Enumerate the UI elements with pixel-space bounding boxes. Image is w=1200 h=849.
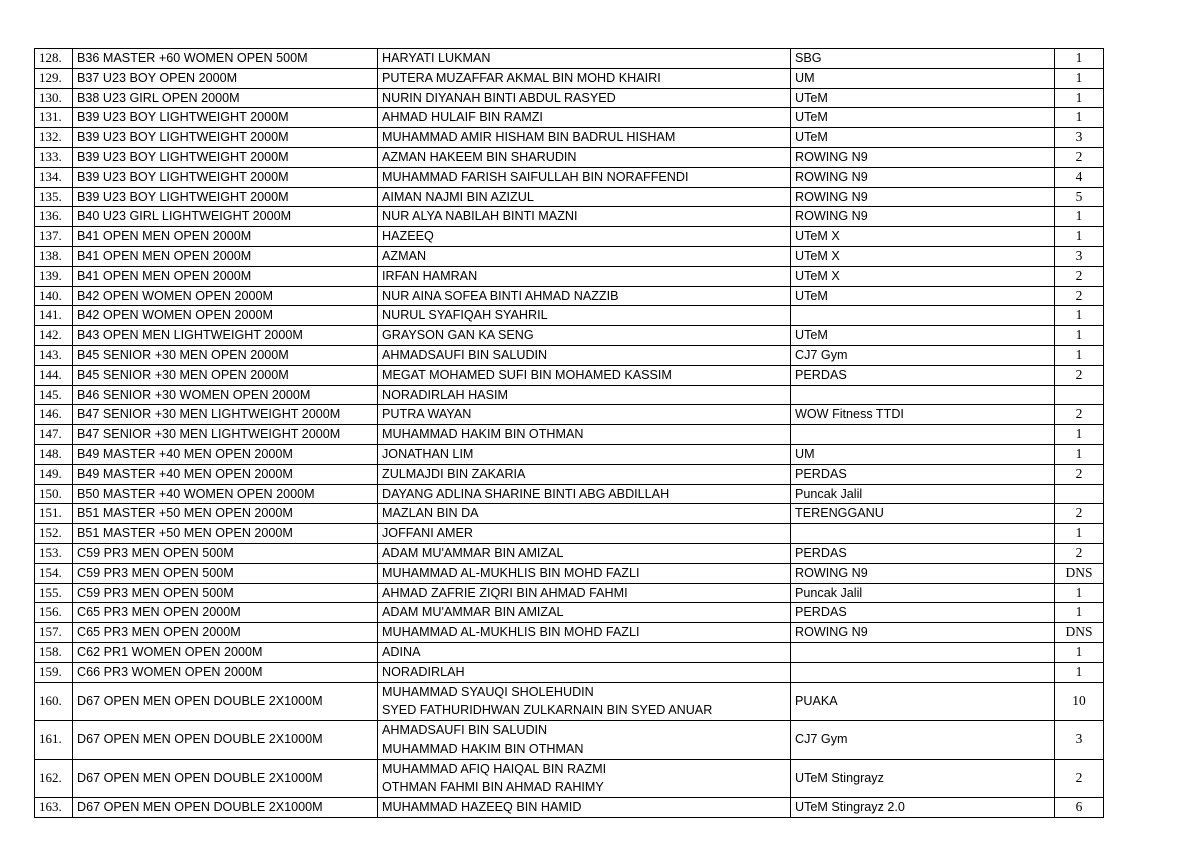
results-table bbox=[34, 48, 1104, 818]
position-cell: 2 bbox=[1055, 464, 1104, 484]
club-cell: UTeM bbox=[791, 128, 1055, 148]
athlete-name: ADAM MU'AMMAR BIN AMIZAL bbox=[382, 605, 564, 620]
event-cell: B36 MASTER +60 WOMEN OPEN 500M bbox=[73, 49, 378, 69]
row-number-cell: 162. bbox=[35, 759, 73, 798]
athlete-name-cell bbox=[378, 721, 791, 760]
event-cell: C66 PR3 WOMEN OPEN 2000M bbox=[73, 662, 378, 682]
club-cell bbox=[791, 306, 1055, 326]
row-number-cell: 138. bbox=[35, 246, 73, 266]
athlete-name-cell bbox=[378, 798, 791, 818]
row-number-cell: 149. bbox=[35, 464, 73, 484]
athlete-name: NORADIRLAH bbox=[382, 664, 465, 679]
athlete-name: HARYATI LUKMAN bbox=[382, 51, 491, 65]
event-cell: B41 OPEN MEN OPEN 2000M bbox=[73, 227, 378, 247]
athlete-name-cell bbox=[378, 662, 791, 682]
table-row bbox=[35, 286, 1104, 306]
row-number-cell: 158. bbox=[35, 642, 73, 662]
athlete-name: NORADIRLAH HASIM bbox=[382, 387, 508, 402]
athlete-name: AZMAN bbox=[382, 248, 427, 263]
position-cell: 2 bbox=[1055, 266, 1104, 286]
athlete-name: NURUL SYAFIQAH SYAHRIL bbox=[382, 308, 548, 323]
event-cell: B43 OPEN MEN LIGHTWEIGHT 2000M bbox=[73, 326, 378, 346]
position-cell: 1 bbox=[1055, 583, 1104, 603]
club-cell: SBG bbox=[791, 49, 1055, 69]
athlete-name: ZULMAJDI BIN ZAKARIA bbox=[382, 466, 526, 481]
athlete-name: MUHAMMAD AL-MUKHLIS BIN MOHD FAZLI bbox=[382, 565, 640, 580]
position-cell: 1 bbox=[1055, 425, 1104, 445]
row-number-cell: 131. bbox=[35, 108, 73, 128]
athlete-name: GRAYSON GAN KA SENG bbox=[382, 328, 534, 343]
position-cell bbox=[1055, 484, 1104, 504]
event-cell: B42 OPEN WOMEN OPEN 2000M bbox=[73, 286, 378, 306]
position-cell: 1 bbox=[1055, 326, 1104, 346]
table-row bbox=[35, 68, 1104, 88]
event-cell: B39 U23 BOY LIGHTWEIGHT 2000M bbox=[73, 187, 378, 207]
position-cell: 1 bbox=[1055, 444, 1104, 464]
table-row bbox=[35, 798, 1104, 818]
athlete-name-cell bbox=[378, 464, 791, 484]
club-cell: WOW Fitness TTDI bbox=[791, 405, 1055, 425]
club-cell: TERENGGANU bbox=[791, 504, 1055, 524]
athlete-name-cell bbox=[378, 563, 791, 583]
event-cell: B39 U23 BOY LIGHTWEIGHT 2000M bbox=[73, 167, 378, 187]
row-number-cell: 146. bbox=[35, 405, 73, 425]
row-number-cell: 136. bbox=[35, 207, 73, 227]
event-cell: B46 SENIOR +30 WOMEN OPEN 2000M bbox=[73, 385, 378, 405]
position-cell: 1 bbox=[1055, 108, 1104, 128]
athlete-name: NUR AINA SOFEA BINTI AHMAD NAZZIB bbox=[382, 288, 619, 303]
event-cell: B41 OPEN MEN OPEN 2000M bbox=[73, 266, 378, 286]
row-number-cell: 155. bbox=[35, 583, 73, 603]
row-number-cell: 137. bbox=[35, 227, 73, 247]
table-row bbox=[35, 484, 1104, 504]
club-cell: CJ7 Gym bbox=[791, 345, 1055, 365]
athlete-name: AIMAN NAJMI BIN AZIZUL bbox=[382, 189, 534, 204]
table-row bbox=[35, 623, 1104, 643]
club-cell: ROWING N9 bbox=[791, 167, 1055, 187]
table-row bbox=[35, 759, 1104, 798]
event-cell: B51 MASTER +50 MEN OPEN 2000M bbox=[73, 524, 378, 544]
athlete-name: MUHAMMAD AMIR HISHAM BIN BADRUL HISHAM bbox=[382, 130, 676, 145]
athlete-name: MUHAMMAD FARISH SAIFULLAH BIN NORAFFENDI bbox=[382, 169, 689, 184]
club-cell: ROWING N9 bbox=[791, 623, 1055, 643]
position-cell: 2 bbox=[1055, 543, 1104, 563]
table-row bbox=[35, 425, 1104, 445]
row-number-cell: 151. bbox=[35, 504, 73, 524]
club-cell: ROWING N9 bbox=[791, 207, 1055, 227]
event-cell: B37 U23 BOY OPEN 2000M bbox=[73, 68, 378, 88]
athlete-name-cell bbox=[378, 484, 791, 504]
event-cell: B49 MASTER +40 MEN OPEN 2000M bbox=[73, 464, 378, 484]
athlete-name: ADINA bbox=[382, 644, 421, 659]
club-cell: UTeM Stingrayz 2.0 bbox=[791, 798, 1055, 818]
event-cell: C59 PR3 MEN OPEN 500M bbox=[73, 543, 378, 563]
athlete-name: AHMAD HULAIF BIN RAMZI bbox=[382, 110, 543, 125]
table-row bbox=[35, 385, 1104, 405]
athlete-name-cell bbox=[378, 167, 791, 187]
table-row bbox=[35, 662, 1104, 682]
event-cell: D67 OPEN MEN OPEN DOUBLE 2X1000M bbox=[73, 798, 378, 818]
row-number-cell: 150. bbox=[35, 484, 73, 504]
position-cell: 1 bbox=[1055, 662, 1104, 682]
row-number-cell: 129. bbox=[35, 68, 73, 88]
row-number-cell: 145. bbox=[35, 385, 73, 405]
event-cell: D67 OPEN MEN OPEN DOUBLE 2X1000M bbox=[73, 682, 378, 721]
athlete-name-cell bbox=[378, 306, 791, 326]
row-number-cell: 154. bbox=[35, 563, 73, 583]
athlete-name: OTHMAN FAHMI BIN AHMAD RAHIMY bbox=[382, 780, 604, 795]
athlete-name-cell bbox=[378, 246, 791, 266]
club-cell bbox=[791, 642, 1055, 662]
club-cell: CJ7 Gym bbox=[791, 721, 1055, 760]
athlete-name-cell bbox=[378, 642, 791, 662]
table-row bbox=[35, 444, 1104, 464]
position-cell: 1 bbox=[1055, 603, 1104, 623]
row-number-cell: 134. bbox=[35, 167, 73, 187]
club-cell: Puncak Jalil bbox=[791, 583, 1055, 603]
event-cell: B42 OPEN WOMEN OPEN 2000M bbox=[73, 306, 378, 326]
athlete-name: AHMADSAUFI BIN SALUDIN bbox=[382, 347, 548, 362]
event-cell: B38 U23 GIRL OPEN 2000M bbox=[73, 88, 378, 108]
athlete-name-cell bbox=[378, 147, 791, 167]
athlete-name-cell bbox=[378, 187, 791, 207]
row-number-cell: 156. bbox=[35, 603, 73, 623]
club-cell: UTeM Stingrayz bbox=[791, 759, 1055, 798]
club-cell bbox=[791, 524, 1055, 544]
club-cell: UTeM bbox=[791, 326, 1055, 346]
table-row bbox=[35, 207, 1104, 227]
club-cell: Puncak Jalil bbox=[791, 484, 1055, 504]
row-number-cell: 141. bbox=[35, 306, 73, 326]
row-number-cell: 139. bbox=[35, 266, 73, 286]
event-cell: B40 U23 GIRL LIGHTWEIGHT 2000M bbox=[73, 207, 378, 227]
position-cell: 1 bbox=[1055, 207, 1104, 227]
athlete-name: IRFAN HAMRAN bbox=[382, 268, 478, 283]
position-cell: 2 bbox=[1055, 504, 1104, 524]
table-row bbox=[35, 682, 1104, 721]
athlete-name: ADAM MU'AMMAR BIN AMIZAL bbox=[382, 545, 564, 560]
position-cell: 5 bbox=[1055, 187, 1104, 207]
event-cell: B51 MASTER +50 MEN OPEN 2000M bbox=[73, 504, 378, 524]
event-cell: B45 SENIOR +30 MEN OPEN 2000M bbox=[73, 345, 378, 365]
row-number-cell: 140. bbox=[35, 286, 73, 306]
position-cell: 2 bbox=[1055, 405, 1104, 425]
athlete-name-cell bbox=[378, 759, 791, 798]
position-cell: 1 bbox=[1055, 227, 1104, 247]
athlete-name-cell bbox=[378, 385, 791, 405]
table-row bbox=[35, 365, 1104, 385]
row-number-cell: 152. bbox=[35, 524, 73, 544]
row-number-cell: 144. bbox=[35, 365, 73, 385]
table-row bbox=[35, 464, 1104, 484]
table-row bbox=[35, 227, 1104, 247]
athlete-name: MEGAT MOHAMED SUFI BIN MOHAMED KASSIM bbox=[382, 367, 672, 382]
club-cell: PERDAS bbox=[791, 464, 1055, 484]
club-cell: UTeM X bbox=[791, 246, 1055, 266]
table-row bbox=[35, 88, 1104, 108]
table-row bbox=[35, 524, 1104, 544]
club-cell: UM bbox=[791, 68, 1055, 88]
club-cell: PERDAS bbox=[791, 365, 1055, 385]
table-row bbox=[35, 642, 1104, 662]
position-cell: 3 bbox=[1055, 246, 1104, 266]
event-cell: B41 OPEN MEN OPEN 2000M bbox=[73, 246, 378, 266]
position-cell: 4 bbox=[1055, 167, 1104, 187]
table-row bbox=[35, 543, 1104, 563]
athlete-name: AHMAD ZAFRIE ZIQRI BIN AHMAD FAHMI bbox=[382, 585, 628, 600]
row-number-cell: 159. bbox=[35, 662, 73, 682]
row-number-cell: 143. bbox=[35, 345, 73, 365]
athlete-name-cell bbox=[378, 68, 791, 88]
athlete-name: JOFFANI AMER bbox=[382, 526, 473, 541]
table-row bbox=[35, 167, 1104, 187]
event-cell: B50 MASTER +40 WOMEN OPEN 2000M bbox=[73, 484, 378, 504]
table-row bbox=[35, 108, 1104, 128]
row-number-cell: 161. bbox=[35, 721, 73, 760]
position-cell: DNS bbox=[1055, 623, 1104, 643]
table-row bbox=[35, 266, 1104, 286]
athlete-name-cell bbox=[378, 108, 791, 128]
athlete-name: HAZEEQ bbox=[382, 229, 434, 244]
row-number-cell: 130. bbox=[35, 88, 73, 108]
club-cell bbox=[791, 662, 1055, 682]
athlete-name: MUHAMMAD AFIQ HAIQAL BIN RAZMI bbox=[382, 761, 607, 776]
athlete-name: DAYANG ADLINA SHARINE BINTI ABG ABDILLAH bbox=[382, 486, 670, 501]
athlete-name-cell bbox=[378, 326, 791, 346]
athlete-name-cell bbox=[378, 49, 791, 69]
table-row bbox=[35, 504, 1104, 524]
table-row bbox=[35, 246, 1104, 266]
club-cell: PUAKA bbox=[791, 682, 1055, 721]
position-cell: 2 bbox=[1055, 147, 1104, 167]
event-cell: B39 U23 BOY LIGHTWEIGHT 2000M bbox=[73, 108, 378, 128]
position-cell: DNS bbox=[1055, 563, 1104, 583]
athlete-name-cell bbox=[378, 227, 791, 247]
athlete-name-cell bbox=[378, 88, 791, 108]
position-cell: 2 bbox=[1055, 286, 1104, 306]
position-cell: 2 bbox=[1055, 759, 1104, 798]
athlete-name-cell bbox=[378, 504, 791, 524]
event-cell: B45 SENIOR +30 MEN OPEN 2000M bbox=[73, 365, 378, 385]
event-cell: B39 U23 BOY LIGHTWEIGHT 2000M bbox=[73, 128, 378, 148]
table-row bbox=[35, 563, 1104, 583]
athlete-name-cell bbox=[378, 365, 791, 385]
club-cell: ROWING N9 bbox=[791, 563, 1055, 583]
club-cell: UTeM bbox=[791, 88, 1055, 108]
club-cell: ROWING N9 bbox=[791, 147, 1055, 167]
row-number-cell: 132. bbox=[35, 128, 73, 148]
club-cell: UTeM X bbox=[791, 266, 1055, 286]
event-cell: D67 OPEN MEN OPEN DOUBLE 2X1000M bbox=[73, 721, 378, 760]
table-row bbox=[35, 49, 1104, 69]
row-number-cell: 135. bbox=[35, 187, 73, 207]
club-cell: PERDAS bbox=[791, 603, 1055, 623]
club-cell: PERDAS bbox=[791, 543, 1055, 563]
athlete-name-cell bbox=[378, 444, 791, 464]
event-cell: C59 PR3 MEN OPEN 500M bbox=[73, 563, 378, 583]
position-cell: 1 bbox=[1055, 88, 1104, 108]
athlete-name-cell bbox=[378, 345, 791, 365]
athlete-name: MUHAMMAD AL-MUKHLIS BIN MOHD FAZLI bbox=[382, 625, 640, 640]
table-row bbox=[35, 187, 1104, 207]
athlete-name: JONATHAN LIM bbox=[382, 446, 474, 461]
event-cell: B39 U23 BOY LIGHTWEIGHT 2000M bbox=[73, 147, 378, 167]
table-row bbox=[35, 306, 1104, 326]
event-cell: C65 PR3 MEN OPEN 2000M bbox=[73, 623, 378, 643]
club-cell: UTeM X bbox=[791, 227, 1055, 247]
athlete-name-cell bbox=[378, 128, 791, 148]
athlete-name: MUHAMMAD HAKIM BIN OTHMAN bbox=[382, 427, 584, 442]
row-number-cell: 160. bbox=[35, 682, 73, 721]
event-cell: B49 MASTER +40 MEN OPEN 2000M bbox=[73, 444, 378, 464]
position-cell: 2 bbox=[1055, 365, 1104, 385]
position-cell bbox=[1055, 385, 1104, 405]
position-cell: 1 bbox=[1055, 345, 1104, 365]
athlete-name: MAZLAN BIN DA bbox=[382, 506, 479, 521]
event-cell: C62 PR1 WOMEN OPEN 2000M bbox=[73, 642, 378, 662]
row-number-cell: 128. bbox=[35, 49, 73, 69]
position-cell: 3 bbox=[1055, 128, 1104, 148]
position-cell: 6 bbox=[1055, 798, 1104, 818]
athlete-name-cell bbox=[378, 603, 791, 623]
club-cell: UTeM bbox=[791, 108, 1055, 128]
results-table-body bbox=[35, 49, 1104, 818]
row-number-cell: 142. bbox=[35, 326, 73, 346]
athlete-name: PUTRA WAYAN bbox=[382, 407, 472, 422]
row-number-cell: 157. bbox=[35, 623, 73, 643]
athlete-name-cell bbox=[378, 286, 791, 306]
athlete-name-cell bbox=[378, 543, 791, 563]
table-row bbox=[35, 603, 1104, 623]
row-number-cell: 153. bbox=[35, 543, 73, 563]
club-cell: UTeM bbox=[791, 286, 1055, 306]
athlete-name: NURIN DIYANAH BINTI ABDUL RASYED bbox=[382, 90, 616, 105]
athlete-name: AHMADSAUFI BIN SALUDIN bbox=[382, 723, 548, 738]
row-number-cell: 163. bbox=[35, 798, 73, 818]
event-cell: C59 PR3 MEN OPEN 500M bbox=[73, 583, 378, 603]
athlete-name-cell bbox=[378, 207, 791, 227]
event-cell: C65 PR3 MEN OPEN 2000M bbox=[73, 603, 378, 623]
table-row bbox=[35, 326, 1104, 346]
position-cell: 1 bbox=[1055, 68, 1104, 88]
athlete-name: MUHAMMAD HAKIM BIN OTHMAN bbox=[382, 741, 584, 756]
club-cell: ROWING N9 bbox=[791, 187, 1055, 207]
table-row bbox=[35, 345, 1104, 365]
position-cell: 1 bbox=[1055, 49, 1104, 69]
event-cell: D67 OPEN MEN OPEN DOUBLE 2X1000M bbox=[73, 759, 378, 798]
position-cell: 1 bbox=[1055, 306, 1104, 326]
position-cell: 3 bbox=[1055, 721, 1104, 760]
table-row bbox=[35, 583, 1104, 603]
athlete-name-cell bbox=[378, 524, 791, 544]
athlete-name: AZMAN HAKEEM BIN SHARUDIN bbox=[382, 149, 577, 164]
event-cell: B47 SENIOR +30 MEN LIGHTWEIGHT 2000M bbox=[73, 405, 378, 425]
row-number-cell: 148. bbox=[35, 444, 73, 464]
event-cell: B47 SENIOR +30 MEN LIGHTWEIGHT 2000M bbox=[73, 425, 378, 445]
athlete-name: NUR ALYA NABILAH BINTI MAZNI bbox=[382, 209, 578, 224]
position-cell: 1 bbox=[1055, 642, 1104, 662]
athlete-name-cell bbox=[378, 266, 791, 286]
athlete-name-cell bbox=[378, 405, 791, 425]
athlete-name-cell bbox=[378, 583, 791, 603]
athlete-name-cell bbox=[378, 623, 791, 643]
club-cell bbox=[791, 385, 1055, 405]
club-cell bbox=[791, 425, 1055, 445]
position-cell: 10 bbox=[1055, 682, 1104, 721]
table-row bbox=[35, 128, 1104, 148]
table-row bbox=[35, 405, 1104, 425]
athlete-name: MUHAMMAD SYAUQI SHOLEHUDIN bbox=[382, 684, 594, 699]
athlete-name: SYED FATHURIDHWAN ZULKARNAIN BIN SYED ANUAR bbox=[382, 703, 713, 718]
athlete-name: MUHAMMAD HAZEEQ BIN HAMID bbox=[382, 800, 582, 815]
athlete-name: PUTERA MUZAFFAR AKMAL BIN MOHD KHAIRI bbox=[382, 70, 661, 85]
row-number-cell: 133. bbox=[35, 147, 73, 167]
position-cell: 1 bbox=[1055, 524, 1104, 544]
club-cell: UM bbox=[791, 444, 1055, 464]
row-number-cell: 147. bbox=[35, 425, 73, 445]
table-row bbox=[35, 721, 1104, 760]
table-row bbox=[35, 147, 1104, 167]
athlete-name-cell bbox=[378, 682, 791, 721]
athlete-name-cell bbox=[378, 425, 791, 445]
